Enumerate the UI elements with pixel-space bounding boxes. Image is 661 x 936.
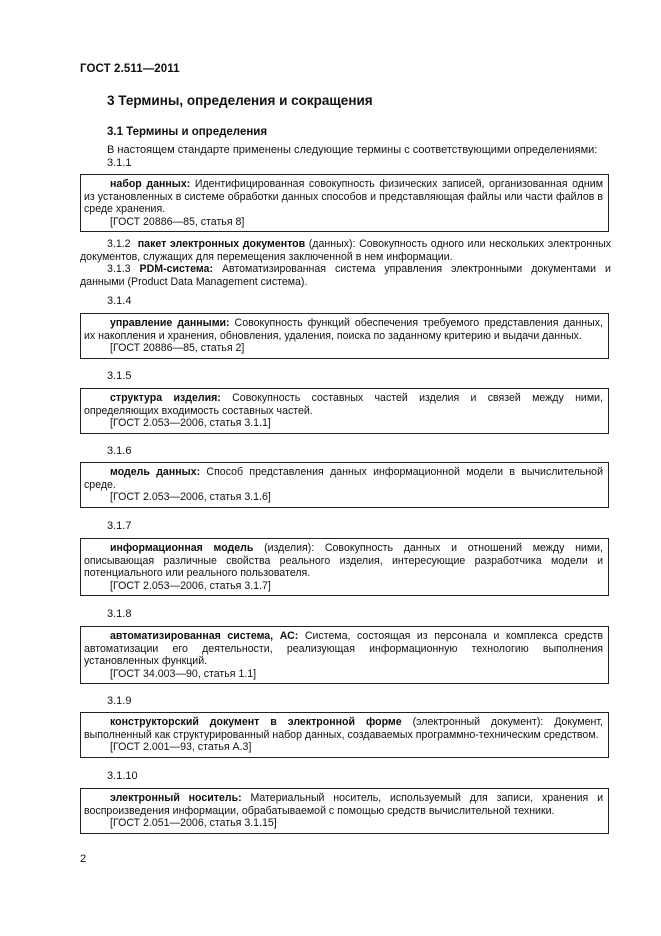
term-definition: (данных): Совокупность одного или нескольких электронных документов, служащих для перемещения заключенной в нем информации.: [80, 238, 611, 263]
term-number: 3.1.3: [107, 263, 131, 276]
term-box: [80, 462, 609, 508]
term-number: 3.1.6: [107, 445, 132, 457]
term-number: 3.1.8: [107, 608, 132, 620]
term-definition: Совокупность составных частей изделия и связей между ними, определяющих входимость составных частей.: [84, 392, 603, 417]
term-paragraph: [80, 238, 611, 263]
term-definition: Способ представления данных информационной модели в вычислительной среде.: [84, 466, 603, 491]
term-source: [ГОСТ 2.053—2006, статья 3.1.6]: [110, 491, 271, 504]
term-definition: (изделия): Совокупность данных и отношений между ними, описывающая различные свойства реального изделия, интересующие разработчика модели и потенциального или реального пользователя.: [84, 542, 603, 580]
term-paragraph: [80, 263, 611, 288]
term-name: автоматизированная система, АС:: [110, 630, 299, 642]
plain-terms: [80, 238, 611, 288]
document-header: ГОСТ 2.511—2011: [80, 63, 180, 75]
term-source: [ГОСТ 2.001—93, статья А.3]: [110, 741, 252, 754]
term-name: информационная модель: [110, 542, 254, 554]
term-definition: Идентифицированная совокупность физических записей, организованная одним из установленных в системе обработки данных способов и представляющая файлы или части файлов в среде хранения.: [84, 178, 603, 216]
term-source: [ГОСТ 2.053—2006, статья 3.1.7]: [110, 579, 271, 592]
term-box: [80, 538, 609, 596]
term-source: [ГОСТ 34.003—90, статья 1.1]: [110, 667, 257, 680]
term-number: 3.1.10: [107, 770, 138, 782]
term-definition: (электронный документ): Документ, выполненный как структурированный набор данных, создаваемых программно-техническим средством.: [84, 716, 603, 741]
term-name: PDM-система:: [139, 263, 213, 276]
term-box: [80, 174, 609, 232]
term-source: [ГОСТ 2.051—2006, статья 3.1.15]: [110, 817, 277, 830]
term-name: электронный носитель:: [110, 792, 242, 804]
section-title: 3 Термины, определения и сокращения: [107, 93, 373, 108]
term-number: 3.1.4: [107, 295, 132, 307]
term-box: [80, 712, 609, 758]
term-name: набор данных:: [110, 178, 191, 190]
term-name: модель данных:: [110, 466, 201, 478]
term-name: структура изделия:: [110, 392, 221, 404]
term-box: [80, 313, 609, 359]
intro-text: В настоящем стандарте применены следующие термины с соответствующими определениями:: [107, 144, 598, 156]
term-name: пакет электронных документов: [137, 238, 306, 250]
subsection-title: 3.1 Термины и определения: [107, 126, 268, 138]
term-number: 3.1.1: [107, 157, 132, 169]
term-number: 3.1.7: [107, 520, 132, 532]
term-definition: Совокупность функций обеспечения требуемого представления данных, их накопления и хранения, обновления, удаления, поиска по заданному критерию и выдачи данных.: [84, 317, 603, 342]
term-number: 3.1.9: [107, 695, 132, 707]
term-name: управление данными:: [110, 317, 230, 329]
term-box: [80, 388, 609, 434]
term-source: [ГОСТ 20886—85, статья 2]: [110, 342, 245, 355]
term-definition: Автоматизированная система управления электронными документами и данными (Product Data Management система).: [80, 263, 611, 288]
term-name: конструкторский документ в электронной форме: [110, 716, 402, 728]
page-number: 2: [80, 853, 87, 865]
term-definition: Материальный носитель, используемый для записи, хранения и воспроизведения информации, обрабатываемой с помощью средств вычислительной техники.: [84, 792, 603, 817]
term-number: 3.1.5: [107, 370, 132, 382]
term-source: [ГОСТ 20886—85, статья 8]: [110, 215, 245, 228]
term-box: [80, 626, 609, 684]
term-number: 3.1.2: [107, 238, 131, 250]
term-definition: Система, состоящая из персонала и комплекса средств автоматизации его деятельности, реализующая информационную технологию выполнения установленных функций.: [84, 630, 603, 668]
term-box: [80, 788, 609, 834]
term-source: [ГОСТ 2.053—2006, статья 3.1.1]: [110, 417, 271, 430]
